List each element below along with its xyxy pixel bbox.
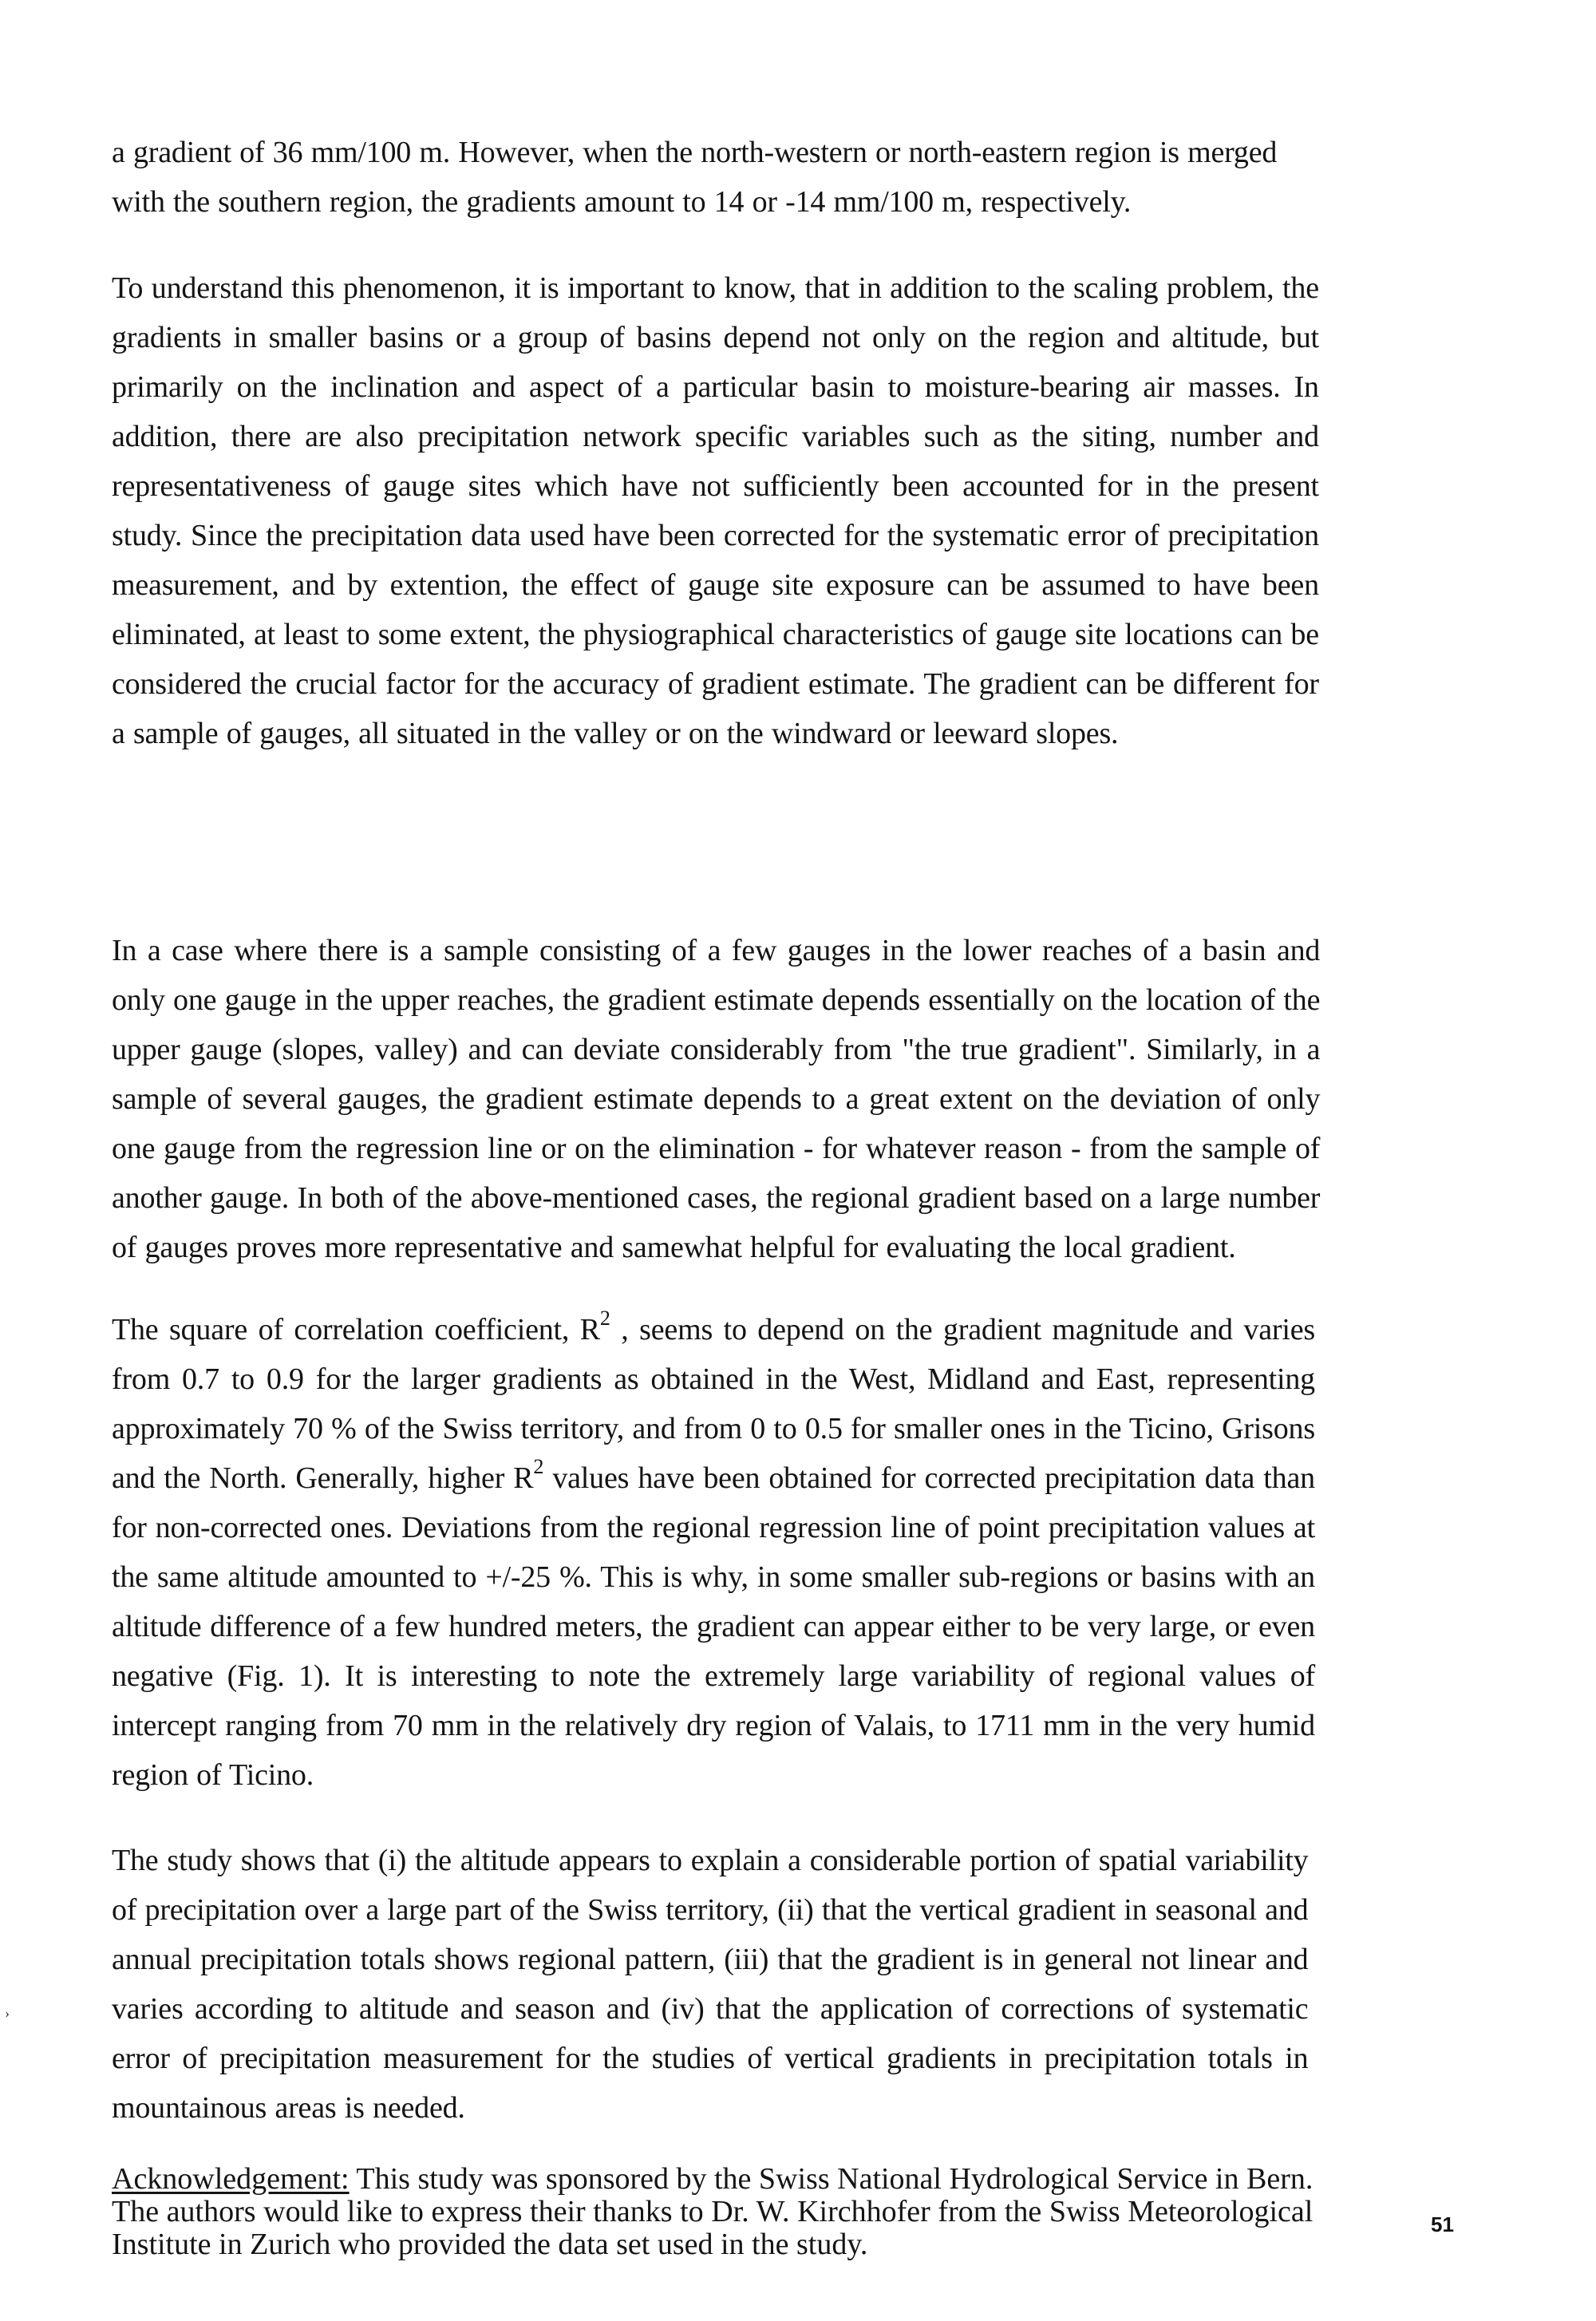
page-number: 51 [1431,2212,1454,2236]
text-fragment: , seems to depend on the gradient magnitude and varies [610,1313,1315,1346]
text-line: To understand this phenomenon, it is important to know, that in addition to the scaling problem, the [112,271,1319,305]
text-line: The study shows that (i) the altitude appears to explain a considerable portion of spatial variability [112,1844,1309,1877]
paragraph-sample-case [112,926,1320,1272]
scan-artifact-mark: › [5,2005,10,2021]
text-fragment: and the North. Generally, higher R [112,1461,534,1495]
text-line: approximately 70 % of the Swiss territory, and from 0 to 0.5 for smaller ones in the Ticino, Grisons [112,1412,1315,1445]
text-line: annual precipitation totals shows regional pattern, (iii) that the gradient is in general not linear and [112,1943,1309,1976]
text-line: varies according to altitude and season and (iv) that the application of corrections of systematic [112,1992,1309,2026]
text-line [112,1305,1315,1354]
text-line: the same altitude amounted to +/-25 %. This is why, in some smaller sub-regions or basins with an [112,1560,1315,1594]
text-line: a gradient of 36 mm/100 m. However, when the north-western or north-eastern region is merged [112,136,1278,169]
text-line: from 0.7 to 0.9 for the larger gradients as obtained in the West, Midland and East, representing [112,1362,1315,1396]
text-line: a sample of gauges, all situated in the valley or on the windward or leeward slopes. [112,717,1119,750]
text-fragment: values have been obtained for corrected precipitation data than [543,1461,1315,1495]
paragraph-conclusions [112,1836,1308,2133]
text-line: representativeness of gauge sites which have not sufficiently been accounted for in the present [112,469,1319,503]
acknowledgement [112,2163,1313,2261]
text-line: The authors would like to express their thanks to Dr. W. Kirchhofer from the Swiss Meteorological [112,2195,1314,2228]
text-line: gradients in smaller basins or a group of basins depend not only on the region and altitude, but [112,321,1319,354]
superscript: 2 [599,1307,610,1331]
paragraph-phenomenon [112,263,1319,758]
text-line: study. Since the precipitation data used have been corrected for the systematic error of precipitation [112,519,1319,552]
text-line: error of precipitation measurement for the studies of vertical gradients in precipitation totals in [112,2042,1309,2075]
text-line: only one gauge in the upper reaches, the gradient estimate depends essentially on the location of the [112,983,1321,1017]
text-fragment: The square of correlation coefficient, R [112,1313,600,1346]
text-line: mountainous areas is needed. [112,2091,465,2125]
text-line: sample of several gauges, the gradient estimate depends to a great extent on the deviation of only [112,1082,1321,1116]
text-line: altitude difference of a few hundred meters, the gradient can appear either to be very large, or even [112,1610,1315,1643]
text-line: negative (Fig. 1). It is interesting to note the extremely large variability of regional values of [112,1659,1315,1693]
text-line: eliminated, at least to some extent, the physiographical characteristics of gauge site locations can be [112,618,1319,651]
text-line: Institute in Zurich who provided the data set used in the study. [112,2228,868,2261]
text-line: In a case where there is a sample consisting of a few gauges in the lower reaches of a basin and [112,934,1321,967]
text-line: one gauge from the regression line or on the elimination - for whatever reason - from the sample of [112,1132,1321,1165]
text-line: intercept ranging from 70 mm in the relatively dry region of Valais, to 1711 mm in the very humid [112,1709,1315,1742]
text-line: measurement, and by extention, the effect of gauge site exposure can be assumed to have been [112,568,1319,602]
text-line: upper gauge (slopes, valley) and can deviate considerably from "the true gradient". Similarly, in a [112,1033,1321,1066]
text-line: of gauges proves more representative and samewhat helpful for evaluating the local gradient. [112,1231,1236,1264]
text-line: considered the crucial factor for the accuracy of gradient estimate. The gradient can be different for [112,667,1319,701]
text-line: primarily on the inclination and aspect of a particular basin to moisture-bearing air masses. In [112,370,1319,404]
paragraph-gradient-merge [112,128,1277,227]
paragraph-correlation [112,1305,1315,1800]
text-line [112,1453,1315,1503]
text-line [112,2163,1313,2196]
text-line: for non-corrected ones. Deviations from the regional regression line of point precipitation values at [112,1511,1315,1544]
text-line: addition, there are also precipitation network specific variables such as the siting, number and [112,420,1319,453]
text-fragment: This study was sponsored by the Swiss National Hydrological Service in Bern. [349,2162,1314,2196]
text-line: region of Ticino. [112,1758,314,1792]
acknowledgement-label: Acknowledgement: [112,2162,350,2196]
text-line: of precipitation over a large part of the Swiss territory, (ii) that the vertical gradient in seasonal and [112,1893,1309,1927]
text-line: with the southern region, the gradients amount to 14 or -14 mm/100 m, respectively. [112,185,1132,219]
superscript: 2 [533,1455,544,1479]
text-line: another gauge. In both of the above-mentioned cases, the regional gradient based on a large number [112,1181,1321,1215]
